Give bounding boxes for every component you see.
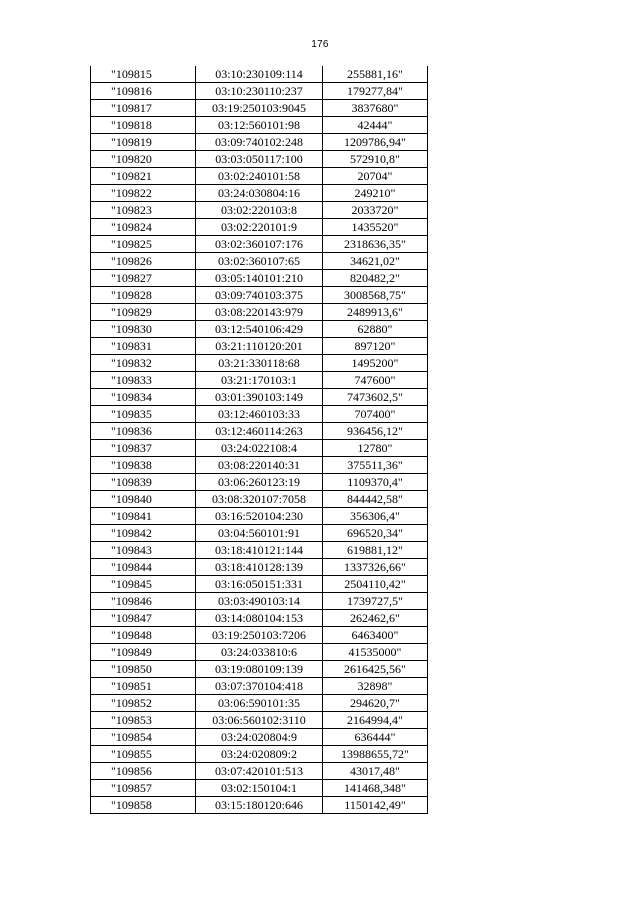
- table-row: [91, 389, 428, 406]
- record-id-cell: "109847: [91, 610, 196, 627]
- amount-cell: 1435520": [323, 219, 428, 236]
- table-row: [91, 406, 428, 423]
- record-id-cell: "109841: [91, 508, 196, 525]
- cadastral-number-cell: 03:06:590101:35: [196, 695, 323, 712]
- cadastral-number-cell: 03:08:220140:31: [196, 457, 323, 474]
- record-id-cell: "109842: [91, 525, 196, 542]
- cadastral-number-cell: 03:09:740102:248: [196, 134, 323, 151]
- amount-cell: 141468,348": [323, 780, 428, 797]
- amount-cell: 20704": [323, 168, 428, 185]
- record-id-cell: "109833: [91, 372, 196, 389]
- record-id-cell: "109844: [91, 559, 196, 576]
- cadastral-number-cell: 03:02:240101:58: [196, 168, 323, 185]
- amount-cell: 34621,02": [323, 253, 428, 270]
- table-row: [91, 525, 428, 542]
- record-id-cell: "109845: [91, 576, 196, 593]
- amount-cell: 375511,36": [323, 457, 428, 474]
- cadastral-number-cell: 03:12:540106:429: [196, 321, 323, 338]
- table-row: [91, 593, 428, 610]
- table-row: [91, 270, 428, 287]
- cadastral-number-cell: 03:18:410128:139: [196, 559, 323, 576]
- cadastral-number-cell: 03:19:250103:7206: [196, 627, 323, 644]
- amount-cell: 2616425,56": [323, 661, 428, 678]
- cadastral-number-cell: 03:06:560102:3110: [196, 712, 323, 729]
- table-row: [91, 134, 428, 151]
- record-id-cell: "109816: [91, 83, 196, 100]
- record-id-cell: "109832: [91, 355, 196, 372]
- cadastral-number-cell: 03:02:150104:1: [196, 780, 323, 797]
- cadastral-number-cell: 03:02:220103:8: [196, 202, 323, 219]
- cadastral-number-cell: 03:03:050117:100: [196, 151, 323, 168]
- amount-cell: 6463400": [323, 627, 428, 644]
- cadastral-number-cell: 03:06:260123:19: [196, 474, 323, 491]
- table-row: [91, 287, 428, 304]
- amount-cell: 42444": [323, 117, 428, 134]
- amount-cell: 696520,34": [323, 525, 428, 542]
- registry-table: [90, 66, 428, 814]
- amount-cell: 572910,8": [323, 151, 428, 168]
- record-id-cell: "109837: [91, 440, 196, 457]
- table-row: [91, 729, 428, 746]
- record-id-cell: "109828: [91, 287, 196, 304]
- table-row: [91, 83, 428, 100]
- cadastral-number-cell: 03:02:360107:65: [196, 253, 323, 270]
- cadastral-number-cell: 03:24:030804:16: [196, 185, 323, 202]
- table-row: [91, 474, 428, 491]
- amount-cell: 3837680": [323, 100, 428, 117]
- cadastral-number-cell: 03:19:250103:9045: [196, 100, 323, 117]
- cadastral-number-cell: 03:12:560101:98: [196, 117, 323, 134]
- cadastral-number-cell: 03:24:033810:6: [196, 644, 323, 661]
- amount-cell: 636444": [323, 729, 428, 746]
- table-row: [91, 491, 428, 508]
- table-row: [91, 100, 428, 117]
- amount-cell: 2318636,35": [323, 236, 428, 253]
- table-row: [91, 763, 428, 780]
- table-row: [91, 508, 428, 525]
- record-id-cell: "109830: [91, 321, 196, 338]
- record-id-cell: "109817: [91, 100, 196, 117]
- table-row: [91, 151, 428, 168]
- table-row: [91, 695, 428, 712]
- table-row: [91, 253, 428, 270]
- amount-cell: 897120": [323, 338, 428, 355]
- amount-cell: 1739727,5": [323, 593, 428, 610]
- record-id-cell: "109846: [91, 593, 196, 610]
- record-id-cell: "109848: [91, 627, 196, 644]
- page-number: 176: [311, 39, 329, 50]
- record-id-cell: "109824: [91, 219, 196, 236]
- cadastral-number-cell: 03:10:230110:237: [196, 83, 323, 100]
- table-row: [91, 780, 428, 797]
- table-row: [91, 542, 428, 559]
- record-id-cell: "109858: [91, 797, 196, 814]
- record-id-cell: "109818: [91, 117, 196, 134]
- table-row: [91, 236, 428, 253]
- amount-cell: 747600": [323, 372, 428, 389]
- table-row: [91, 219, 428, 236]
- amount-cell: 41535000": [323, 644, 428, 661]
- cadastral-number-cell: 03:16:050151:331: [196, 576, 323, 593]
- amount-cell: 2164994,4": [323, 712, 428, 729]
- cadastral-number-cell: 03:24:020809:2: [196, 746, 323, 763]
- table-row: [91, 610, 428, 627]
- amount-cell: 1337326,66": [323, 559, 428, 576]
- record-id-cell: "109851: [91, 678, 196, 695]
- table-row: [91, 304, 428, 321]
- cadastral-number-cell: 03:21:110120:201: [196, 338, 323, 355]
- cadastral-number-cell: 03:02:220101:9: [196, 219, 323, 236]
- cadastral-number-cell: 03:07:370104:418: [196, 678, 323, 695]
- cadastral-number-cell: 03:21:330118:68: [196, 355, 323, 372]
- table-row: [91, 678, 428, 695]
- record-id-cell: "109821: [91, 168, 196, 185]
- record-id-cell: "109822: [91, 185, 196, 202]
- record-id-cell: "109823: [91, 202, 196, 219]
- amount-cell: 2489913,6": [323, 304, 428, 321]
- record-id-cell: "109849: [91, 644, 196, 661]
- record-id-cell: "109826: [91, 253, 196, 270]
- amount-cell: 2504110,42": [323, 576, 428, 593]
- record-id-cell: "109835: [91, 406, 196, 423]
- record-id-cell: "109840: [91, 491, 196, 508]
- amount-cell: 12780": [323, 440, 428, 457]
- table-row: [91, 457, 428, 474]
- amount-cell: 7473602,5": [323, 389, 428, 406]
- table-row: [91, 661, 428, 678]
- amount-cell: 249210": [323, 185, 428, 202]
- amount-cell: 356306,4": [323, 508, 428, 525]
- cadastral-number-cell: 03:16:520104:230: [196, 508, 323, 525]
- amount-cell: 1109370,4": [323, 474, 428, 491]
- table-row: [91, 423, 428, 440]
- amount-cell: 294620,7": [323, 695, 428, 712]
- amount-cell: 707400": [323, 406, 428, 423]
- amount-cell: 936456,12": [323, 423, 428, 440]
- table-row: [91, 627, 428, 644]
- amount-cell: 32898": [323, 678, 428, 695]
- cadastral-number-cell: 03:24:022108:4: [196, 440, 323, 457]
- record-id-cell: "109836: [91, 423, 196, 440]
- table-row: [91, 321, 428, 338]
- amount-cell: 619881,12": [323, 542, 428, 559]
- record-id-cell: "109850: [91, 661, 196, 678]
- record-id-cell: "109852: [91, 695, 196, 712]
- table-row: [91, 185, 428, 202]
- amount-cell: 2033720": [323, 202, 428, 219]
- cadastral-number-cell: 03:08:320107:7058: [196, 491, 323, 508]
- amount-cell: 1150142,49": [323, 797, 428, 814]
- cadastral-number-cell: 03:08:220143:979: [196, 304, 323, 321]
- cadastral-number-cell: 03:05:140101:210: [196, 270, 323, 287]
- amount-cell: 62880": [323, 321, 428, 338]
- record-id-cell: "109834: [91, 389, 196, 406]
- amount-cell: 13988655,72": [323, 746, 428, 763]
- record-id-cell: "109820: [91, 151, 196, 168]
- record-id-cell: "109843: [91, 542, 196, 559]
- table-row: [91, 117, 428, 134]
- amount-cell: 844442,58": [323, 491, 428, 508]
- record-id-cell: "109839: [91, 474, 196, 491]
- amount-cell: 43017,48": [323, 763, 428, 780]
- amount-cell: 1495200": [323, 355, 428, 372]
- record-id-cell: "109815: [91, 66, 196, 83]
- record-id-cell: "109825: [91, 236, 196, 253]
- cadastral-number-cell: 03:09:740103:375: [196, 287, 323, 304]
- amount-cell: 179277,84": [323, 83, 428, 100]
- table-row: [91, 66, 428, 83]
- record-id-cell: "109827: [91, 270, 196, 287]
- amount-cell: 255881,16": [323, 66, 428, 83]
- table-row: [91, 576, 428, 593]
- table-row: [91, 797, 428, 814]
- record-id-cell: "109831: [91, 338, 196, 355]
- cadastral-number-cell: 03:14:080104:153: [196, 610, 323, 627]
- amount-cell: 1209786,94": [323, 134, 428, 151]
- cadastral-number-cell: 03:07:420101:513: [196, 763, 323, 780]
- cadastral-number-cell: 03:24:020804:9: [196, 729, 323, 746]
- record-id-cell: "109854: [91, 729, 196, 746]
- table-row: [91, 644, 428, 661]
- record-id-cell: "109857: [91, 780, 196, 797]
- amount-cell: 262462,6": [323, 610, 428, 627]
- record-id-cell: "109856: [91, 763, 196, 780]
- table-row: [91, 202, 428, 219]
- record-id-cell: "109829: [91, 304, 196, 321]
- table-row: [91, 559, 428, 576]
- table-row: [91, 338, 428, 355]
- cadastral-number-cell: 03:15:180120:646: [196, 797, 323, 814]
- registry-table-body: [91, 66, 428, 814]
- table-row: [91, 355, 428, 372]
- cadastral-number-cell: 03:03:490103:14: [196, 593, 323, 610]
- table-row: [91, 746, 428, 763]
- record-id-cell: "109838: [91, 457, 196, 474]
- table-row: [91, 372, 428, 389]
- table-row: [91, 168, 428, 185]
- record-id-cell: "109853: [91, 712, 196, 729]
- cadastral-number-cell: 03:02:360107:176: [196, 236, 323, 253]
- cadastral-number-cell: 03:18:410121:144: [196, 542, 323, 559]
- cadastral-number-cell: 03:04:560101:91: [196, 525, 323, 542]
- cadastral-number-cell: 03:10:230109:114: [196, 66, 323, 83]
- cadastral-number-cell: 03:12:460103:33: [196, 406, 323, 423]
- cadastral-number-cell: 03:01:390103:149: [196, 389, 323, 406]
- cadastral-number-cell: 03:21:170103:1: [196, 372, 323, 389]
- record-id-cell: "109855: [91, 746, 196, 763]
- amount-cell: 820482,2": [323, 270, 428, 287]
- table-row: [91, 440, 428, 457]
- cadastral-number-cell: 03:12:460114:263: [196, 423, 323, 440]
- cadastral-number-cell: 03:19:080109:139: [196, 661, 323, 678]
- record-id-cell: "109819: [91, 134, 196, 151]
- table-row: [91, 712, 428, 729]
- amount-cell: 3008568,75": [323, 287, 428, 304]
